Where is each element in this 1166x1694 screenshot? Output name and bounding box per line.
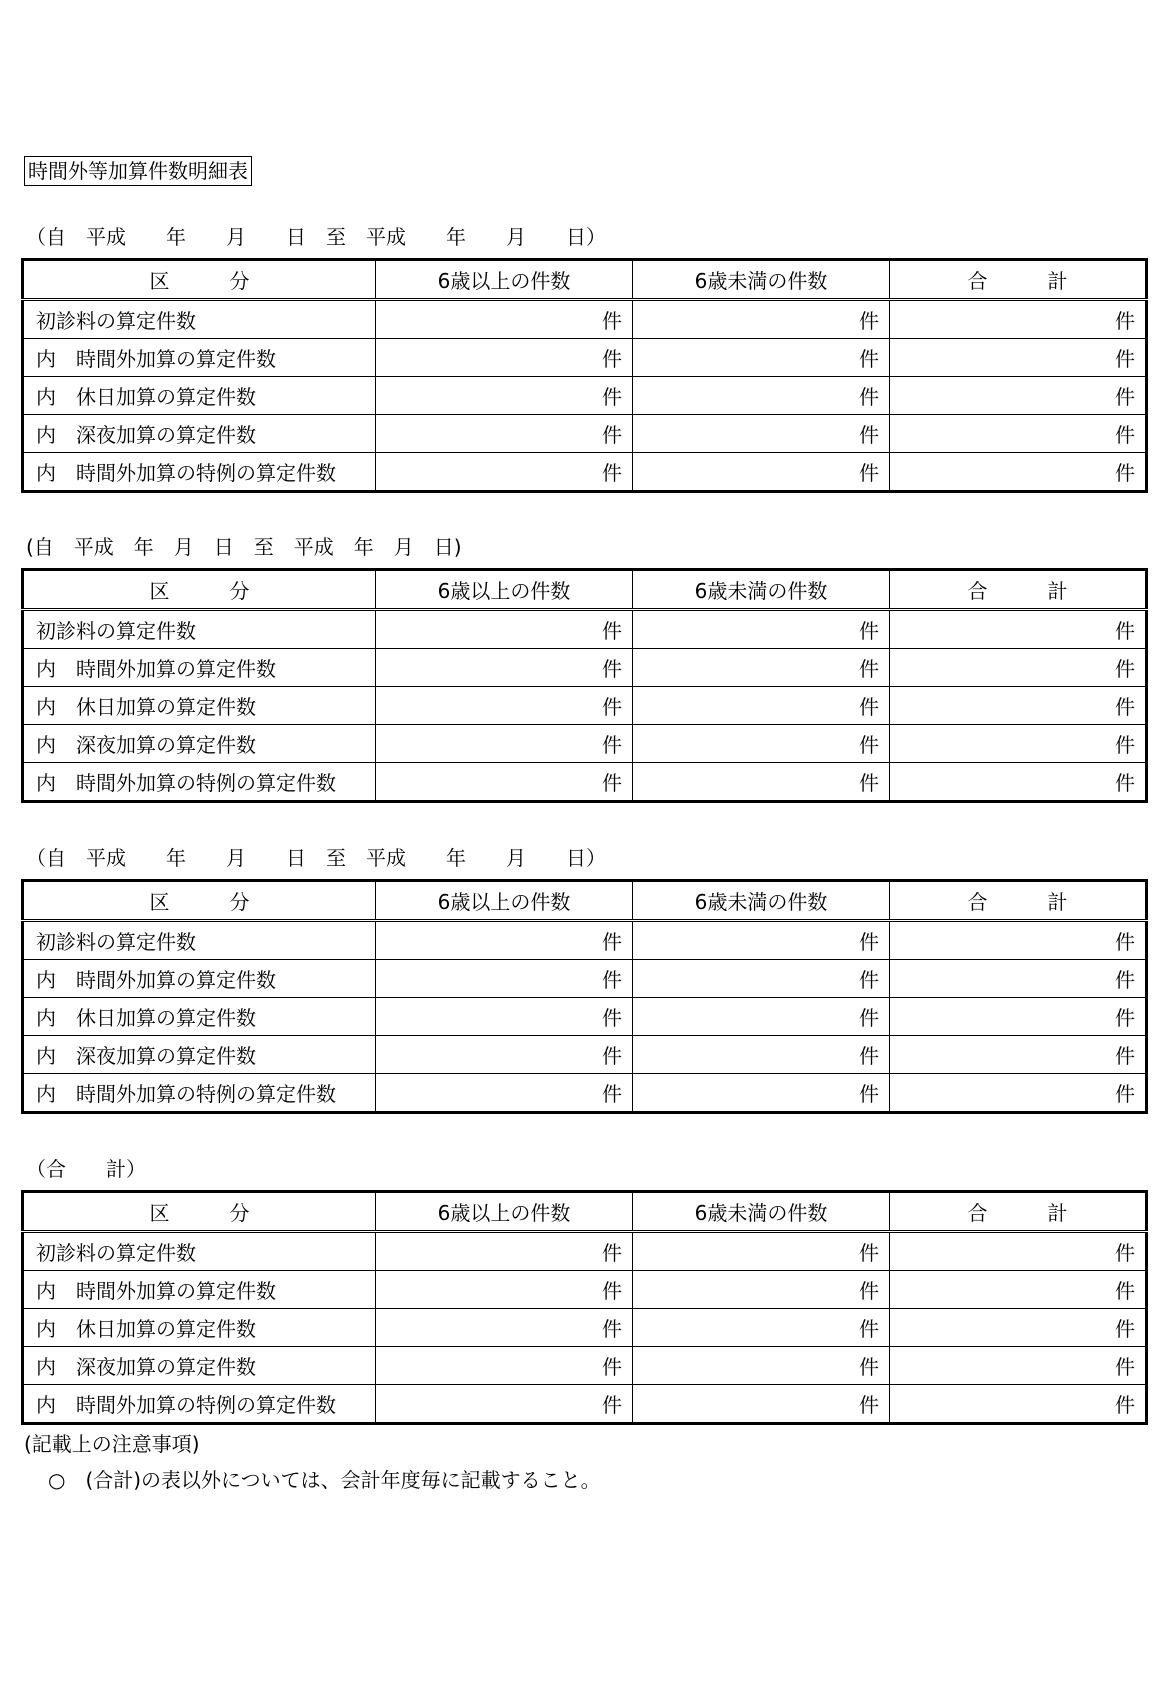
row-label: 初診料の算定件数 [23, 300, 376, 339]
table-row [23, 649, 1147, 687]
column-header: 区 分 [23, 1192, 376, 1232]
table-row [23, 1385, 1147, 1424]
notes-title: (記載上の注意事項) [24, 1432, 200, 1456]
count-table [21, 879, 1148, 1114]
count-cell[interactable]: 件 [376, 921, 633, 960]
count-cell[interactable]: 件 [376, 300, 633, 339]
period-label: （合 計） [26, 1157, 146, 1181]
column-header: 6歳以上の件数 [376, 881, 633, 921]
count-cell[interactable]: 件 [376, 1271, 633, 1309]
table-row [23, 921, 1147, 960]
count-cell[interactable]: 件 [633, 1036, 890, 1074]
count-cell[interactable]: 件 [633, 649, 890, 687]
row-label: 内 深夜加算の算定件数 [23, 1036, 376, 1074]
count-cell[interactable]: 件 [376, 649, 633, 687]
column-header: 6歳以上の件数 [376, 260, 633, 300]
column-header: 区 分 [23, 881, 376, 921]
count-cell[interactable]: 件 [633, 1271, 890, 1309]
table-row [23, 1232, 1147, 1271]
column-header: 合 計 [890, 260, 1147, 300]
table-row [23, 725, 1147, 763]
count-cell[interactable]: 件 [890, 415, 1147, 453]
count-cell[interactable]: 件 [890, 1232, 1147, 1271]
table-row [23, 610, 1147, 649]
count-cell[interactable]: 件 [890, 1271, 1147, 1309]
table-row [23, 300, 1147, 339]
table-row [23, 687, 1147, 725]
count-table [21, 258, 1148, 493]
column-header: 6歳未満の件数 [633, 570, 890, 610]
count-cell[interactable]: 件 [633, 610, 890, 649]
count-cell[interactable]: 件 [633, 960, 890, 998]
table-row [23, 339, 1147, 377]
count-cell[interactable]: 件 [633, 300, 890, 339]
row-label: 内 休日加算の算定件数 [23, 377, 376, 415]
count-cell[interactable]: 件 [890, 763, 1147, 802]
count-table [21, 568, 1148, 803]
table-row [23, 1271, 1147, 1309]
count-cell[interactable]: 件 [890, 960, 1147, 998]
column-header: 区 分 [23, 570, 376, 610]
row-label: 内 時間外加算の算定件数 [23, 960, 376, 998]
count-cell[interactable]: 件 [890, 610, 1147, 649]
count-cell[interactable]: 件 [376, 1309, 633, 1347]
period-label: （自 平成 年 月 日 至 平成 年 月 日） [26, 225, 606, 249]
row-label: 初診料の算定件数 [23, 610, 376, 649]
row-label: 内 時間外加算の特例の算定件数 [23, 763, 376, 802]
count-cell[interactable]: 件 [890, 1309, 1147, 1347]
row-label: 内 休日加算の算定件数 [23, 998, 376, 1036]
column-header: 区 分 [23, 260, 376, 300]
table-row [23, 1347, 1147, 1385]
count-cell[interactable]: 件 [376, 377, 633, 415]
notes-item: ○ (合計)の表以外については、会計年度毎に記載すること。 [48, 1468, 601, 1492]
row-label: 内 時間外加算の算定件数 [23, 1271, 376, 1309]
table-row [23, 1074, 1147, 1113]
count-cell[interactable]: 件 [376, 1074, 633, 1113]
table-row [23, 1036, 1147, 1074]
count-cell[interactable]: 件 [376, 1232, 633, 1271]
column-header: 6歳以上の件数 [376, 570, 633, 610]
column-header: 6歳未満の件数 [633, 260, 890, 300]
count-cell[interactable]: 件 [633, 1385, 890, 1424]
count-cell[interactable]: 件 [376, 960, 633, 998]
count-cell[interactable]: 件 [633, 415, 890, 453]
table-row [23, 960, 1147, 998]
document-title: 時間外等加算件数明細表 [24, 156, 252, 186]
count-cell[interactable]: 件 [376, 453, 633, 492]
table-header-row [23, 260, 1147, 300]
count-cell[interactable]: 件 [633, 921, 890, 960]
row-label: 内 深夜加算の算定件数 [23, 1347, 376, 1385]
count-cell[interactable]: 件 [376, 763, 633, 802]
row-label: 内 休日加算の算定件数 [23, 1309, 376, 1347]
count-cell[interactable]: 件 [890, 1347, 1147, 1385]
count-cell[interactable]: 件 [890, 300, 1147, 339]
count-cell[interactable]: 件 [633, 763, 890, 802]
count-cell[interactable]: 件 [890, 1036, 1147, 1074]
row-label: 内 時間外加算の特例の算定件数 [23, 1074, 376, 1113]
count-cell[interactable]: 件 [890, 1385, 1147, 1424]
column-header: 6歳以上の件数 [376, 1192, 633, 1232]
period-label: （自 平成 年 月 日 至 平成 年 月 日） [26, 846, 606, 870]
count-cell[interactable]: 件 [376, 725, 633, 763]
period-label: (自 平成 年 月 日 至 平成 年 月 日) [26, 535, 462, 559]
count-cell[interactable]: 件 [633, 1074, 890, 1113]
count-cell[interactable]: 件 [890, 1074, 1147, 1113]
count-cell[interactable]: 件 [890, 453, 1147, 492]
count-cell[interactable]: 件 [633, 998, 890, 1036]
count-cell[interactable]: 件 [376, 687, 633, 725]
count-cell[interactable]: 件 [376, 415, 633, 453]
count-cell[interactable]: 件 [633, 1347, 890, 1385]
count-cell[interactable]: 件 [890, 687, 1147, 725]
count-cell[interactable]: 件 [633, 1309, 890, 1347]
table-header-row [23, 1192, 1147, 1232]
table-row [23, 1309, 1147, 1347]
count-cell[interactable]: 件 [376, 998, 633, 1036]
count-cell[interactable]: 件 [633, 339, 890, 377]
row-label: 内 深夜加算の算定件数 [23, 415, 376, 453]
table-row [23, 415, 1147, 453]
row-label: 内 時間外加算の特例の算定件数 [23, 453, 376, 492]
column-header: 6歳未満の件数 [633, 1192, 890, 1232]
column-header: 6歳未満の件数 [633, 881, 890, 921]
row-label: 初診料の算定件数 [23, 921, 376, 960]
table-row [23, 453, 1147, 492]
column-header: 合 計 [890, 570, 1147, 610]
row-label: 内 時間外加算の算定件数 [23, 649, 376, 687]
count-cell[interactable]: 件 [633, 453, 890, 492]
table-row [23, 998, 1147, 1036]
count-cell[interactable]: 件 [376, 610, 633, 649]
count-cell[interactable]: 件 [890, 339, 1147, 377]
row-label: 初診料の算定件数 [23, 1232, 376, 1271]
count-cell[interactable]: 件 [376, 1036, 633, 1074]
count-cell[interactable]: 件 [890, 725, 1147, 763]
row-label: 内 深夜加算の算定件数 [23, 725, 376, 763]
count-cell[interactable]: 件 [376, 1385, 633, 1424]
table-header-row [23, 881, 1147, 921]
count-cell[interactable]: 件 [633, 725, 890, 763]
table-row [23, 763, 1147, 802]
count-cell[interactable]: 件 [633, 377, 890, 415]
count-cell[interactable]: 件 [890, 377, 1147, 415]
count-cell[interactable]: 件 [890, 649, 1147, 687]
table-header-row [23, 570, 1147, 610]
count-table [21, 1190, 1148, 1425]
count-cell[interactable]: 件 [890, 921, 1147, 960]
row-label: 内 時間外加算の算定件数 [23, 339, 376, 377]
count-cell[interactable]: 件 [633, 687, 890, 725]
count-cell[interactable]: 件 [376, 1347, 633, 1385]
table-row [23, 377, 1147, 415]
count-cell[interactable]: 件 [890, 998, 1147, 1036]
column-header: 合 計 [890, 1192, 1147, 1232]
count-cell[interactable]: 件 [376, 339, 633, 377]
row-label: 内 時間外加算の特例の算定件数 [23, 1385, 376, 1424]
row-label: 内 休日加算の算定件数 [23, 687, 376, 725]
count-cell[interactable]: 件 [633, 1232, 890, 1271]
column-header: 合 計 [890, 881, 1147, 921]
